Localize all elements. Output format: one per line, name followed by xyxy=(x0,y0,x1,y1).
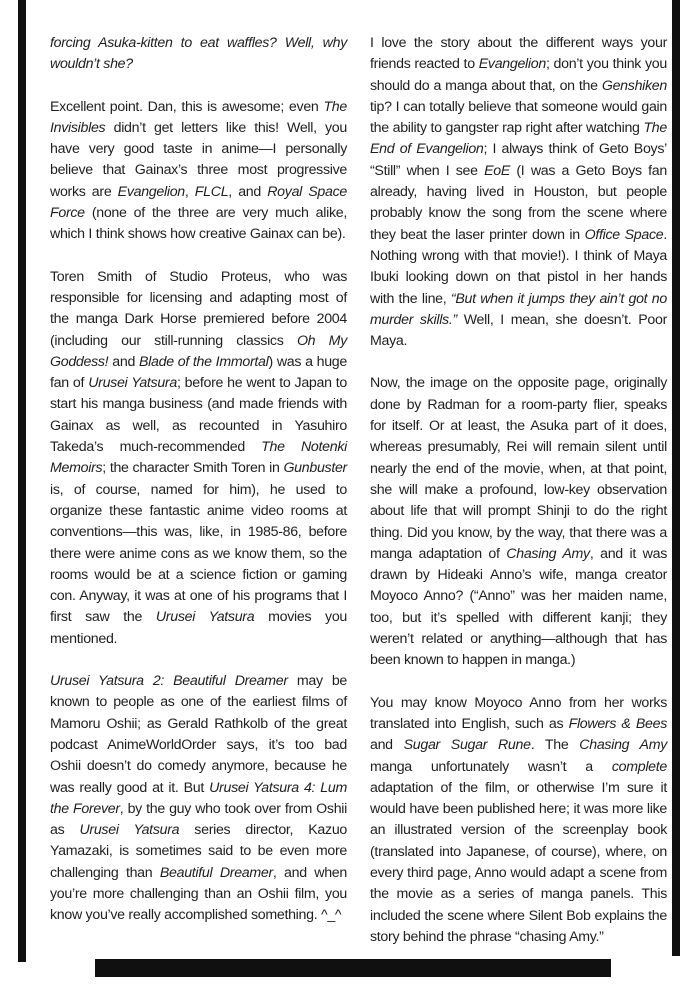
paragraph xyxy=(370,33,667,352)
italic-text-run: Urusei Yatsura 2: Beautiful Dreamer xyxy=(50,673,288,690)
text-run: . Nothing wrong with that movie!). I think of Maya Ibuki looking down on that pistol in her hands with the line, xyxy=(370,226,667,307)
paragraph xyxy=(50,671,347,927)
italic-text-run: Gunbuster xyxy=(283,460,347,477)
text-run: Now, the image on the opposite page, originally done by Radman for a room-party flier, speaks for itself. Or at least, the Asuka part of it does, whereas presumably, Rei will remain silent until nearly the end of the movie, when, at that point, she will make a profound, low-key observation about life that will prompt Shinji to do the right thing. Did you know, by the way, that there was a manga adaptation of xyxy=(370,375,667,562)
italic-text-run: Royal Space Force xyxy=(50,183,347,222)
italic-text-run: Evangelion xyxy=(478,56,546,73)
scan-edge-right-mark xyxy=(672,0,680,956)
text-run: Well, I mean, she doesn’t. Poor Maya. xyxy=(370,311,667,350)
text-run: ; before he went to Japan to start his manga business (and made friends with Gainax as well, as recounted in Yasuhiro Takeda’s much-recommended xyxy=(50,375,347,456)
text-run: may be known to people as one of the earliest films of Mamoru Oshii; as Gerald Rathkolb of the great podcast AnimeWorldOrder says, it’s too bad Oshii doesn’t do comedy anymore, because he was really good at it. But xyxy=(50,673,347,796)
italic-text-run: “But when it jumps they ain’t got no murder skills.” xyxy=(370,290,667,328)
text-run: . The xyxy=(530,737,580,754)
text-run: (none of the three are very much alike, which I think shows how creative Gainax can be). xyxy=(50,205,347,243)
text-run: (I was a Geto Boys fan already, having lived in Houston, but people probably know the song from the scene where they beat the laser printer down in xyxy=(370,162,667,243)
text-run: , and when you’re more challenging than an Oshii film, you know you’ve really accomplished something. ^_^ xyxy=(50,864,347,924)
text-run: , and xyxy=(228,183,268,200)
text-run: I love the story about the different ways your friends reacted to xyxy=(370,35,667,73)
italic-text-run: Flowers & Bees xyxy=(568,715,667,732)
italic-text-run: Beautiful Dreamer xyxy=(159,864,273,881)
paragraph xyxy=(50,97,347,246)
text-run: , xyxy=(184,183,195,200)
text-run: is, of course, named for him), he used to organize these fantastic anime video rooms at conventions—this was, like, in 1985-86, before there were anime cons as we know them, so the rooms would be at a science fiction or gaming con. Anyway, it was at one of his programs that I first saw the xyxy=(50,481,347,626)
italic-text-run: Urusei Yatsura xyxy=(88,375,177,392)
italic-text-run: complete xyxy=(611,758,667,775)
text-run: , and it was drawn by Hideaki Anno’s wife, manga creator Moyoco Anno? (“Anno” was her maiden name, too, but it’s spelled with different kanji; they weren’t related or anything—although that has been known to happen in manga.) xyxy=(370,545,667,669)
italic-text-run: FLCL xyxy=(194,183,229,200)
paragraph xyxy=(370,693,667,949)
italic-text-run: EoE xyxy=(484,162,510,179)
paragraph xyxy=(50,267,347,650)
paragraph xyxy=(370,373,667,671)
paragraph xyxy=(50,33,347,76)
text-run: and xyxy=(108,353,139,370)
italic-text-run: Urusei Yatsura xyxy=(155,609,255,626)
italic-text-run: The End of Evangelion xyxy=(370,120,667,158)
italic-text-run: Urusei Yatsura 4: Lum the Forever xyxy=(50,779,347,817)
scan-edge-bottom-mark xyxy=(95,959,611,977)
italic-text-run: forcing Asuka-kitten to eat waffles? Well, why wouldn’t she? xyxy=(50,35,347,73)
italic-text-run: Blade of the Immortal xyxy=(139,353,269,370)
italic-text-run: Genshiken xyxy=(601,77,667,94)
text-run: movies you mentioned. xyxy=(50,609,348,647)
text-run: You may know Moyoco Anno from her works translated into English, such as xyxy=(370,694,667,732)
italic-text-run: Oh My Goddess! xyxy=(50,332,347,370)
text-run: tip? I can totally believe that someone would gain the ability to gangster rap right after watching xyxy=(370,98,667,137)
text-run: , by the guy who took over from Oshii as xyxy=(50,800,347,839)
italic-text-run: Office Space xyxy=(584,226,664,243)
italic-text-run: Evangelion xyxy=(117,183,185,200)
italic-text-run: Chasing Amy xyxy=(506,545,590,562)
text-run: manga unfortunately wasn’t a xyxy=(370,758,612,775)
text-run: Excellent point. Dan, this is awesome; even xyxy=(50,98,324,115)
scan-edge-left-mark xyxy=(18,0,26,962)
left-column xyxy=(50,33,347,969)
text-run: and xyxy=(370,737,404,754)
text-run: adaptation of the film, or otherwise I’m sure it would have been published here; it was more like an illustrated version of the screenplay book (translated into Japanese, of course), where, on every third page, Anno would adapt a scene from the movie as a series of manga panels. This included the scene where Silent Bob explains the story behind the phrase “chasing Amy.” xyxy=(370,779,667,945)
text-run: ) was a huge fan of xyxy=(50,353,347,392)
italic-text-run: Sugar Sugar Rune xyxy=(403,737,531,754)
italic-text-run: Chasing Amy xyxy=(579,737,668,754)
italic-text-run: The Notenki Memoirs xyxy=(50,439,347,477)
italic-text-run: Urusei Yatsura xyxy=(79,822,180,839)
text-run: series director, Kazuo Yamazaki, is sometimes said to be even more challenging than xyxy=(50,822,348,881)
right-column xyxy=(370,33,667,969)
text-run: ; the character Smith Toren in xyxy=(102,460,284,477)
text-columns xyxy=(50,33,667,969)
text-run: Toren Smith of Studio Proteus, who was responsible for licensing and adapting most of the manga Dark Horse premiered before 2004 (including our still-running classics xyxy=(50,268,347,349)
text-run: didn’t get letters like this! Well, you have very good taste in anime—I personally believe that Gainax’s three most progressive works are xyxy=(50,119,347,200)
text-run: ; I always think of Geto Boys’ “Still” when I see xyxy=(370,141,667,179)
italic-text-run: The Invisibles xyxy=(50,98,347,136)
text-run: ; don’t you think you should do a manga about that, on the xyxy=(370,56,667,94)
